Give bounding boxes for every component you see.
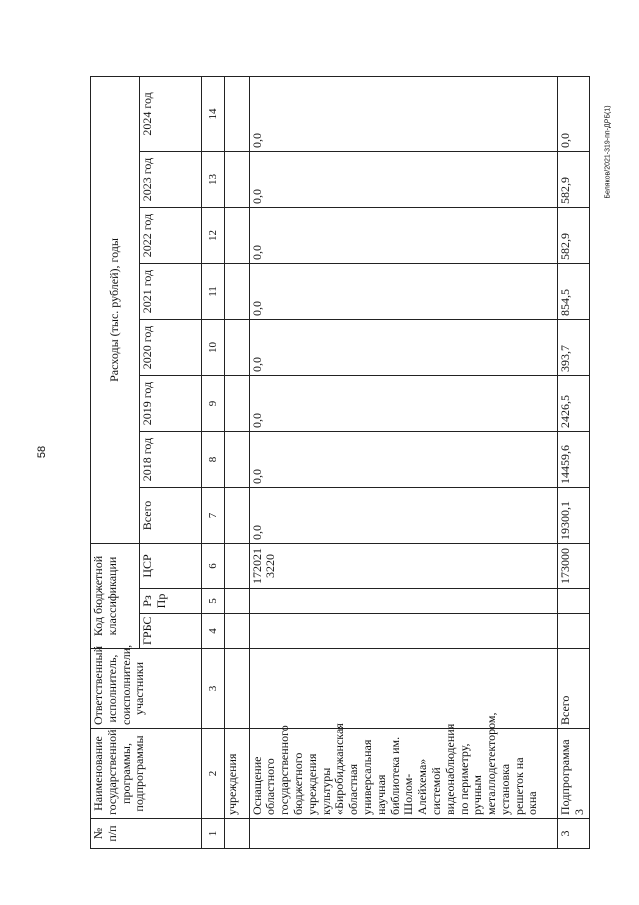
table-row-item bbox=[249, 76, 558, 848]
row-item-value: 0,0 bbox=[249, 264, 558, 320]
row-item-value: 0,0 bbox=[249, 208, 558, 264]
row-sub-value: 0,0 bbox=[558, 76, 590, 151]
row-item-value: 0,0 bbox=[249, 376, 558, 432]
header-grbs: ГРБС bbox=[140, 614, 202, 649]
row-sub-value: 14459,6 bbox=[558, 432, 590, 488]
col-number: 8 bbox=[202, 432, 225, 488]
header-expenses-group: Расходы (тыс. рублей), годы bbox=[91, 76, 140, 543]
row-item-value: 0,0 bbox=[249, 432, 558, 488]
row-cont-name: учреждения bbox=[224, 729, 249, 819]
header-2018: 2018 год bbox=[140, 432, 202, 488]
header-num: № п/п bbox=[91, 819, 202, 849]
row-sub-value: 2426,5 bbox=[558, 376, 590, 432]
row-sub-value: 582,9 bbox=[558, 208, 590, 264]
header-exec: Ответственный исполнитель, соисполнители, участники bbox=[91, 649, 202, 729]
header-2019: 2019 год bbox=[140, 376, 202, 432]
row-sub-value: 393,7 bbox=[558, 320, 590, 376]
col-number: 6 bbox=[202, 544, 225, 589]
row-sub-name: Подпрограмма 3 bbox=[558, 729, 590, 819]
expenses-table-rotated bbox=[90, 77, 590, 849]
row-item-csr: 172021 3220 bbox=[249, 544, 558, 589]
row-item-value: 0,0 bbox=[249, 320, 558, 376]
table-row-continued bbox=[224, 76, 249, 848]
header-name: Наименование государственной программы, подпрограммы bbox=[91, 729, 202, 819]
row-sub-value: 582,9 bbox=[558, 152, 590, 208]
col-number: 12 bbox=[202, 208, 225, 264]
col-number: 11 bbox=[202, 264, 225, 320]
header-code-group: Код бюджетной классификации bbox=[91, 544, 140, 649]
row-item-value: 0,0 bbox=[249, 152, 558, 208]
header-2021: 2021 год bbox=[140, 264, 202, 320]
row-sub-value: 854,5 bbox=[558, 264, 590, 320]
col-number: 10 bbox=[202, 320, 225, 376]
row-item-value: 0,0 bbox=[249, 488, 558, 544]
row-item-value: 0,0 bbox=[249, 76, 558, 151]
header-2023: 2023 год bbox=[140, 152, 202, 208]
col-number: 5 bbox=[202, 589, 225, 614]
table-row-subprogram bbox=[558, 76, 590, 848]
col-number: 3 bbox=[202, 649, 225, 729]
row-sub-csr: 173000 bbox=[558, 544, 590, 589]
col-number: 4 bbox=[202, 614, 225, 649]
column-numbers-row bbox=[202, 76, 225, 848]
header-csr: ЦСР bbox=[140, 544, 202, 589]
header-2024: 2024 год bbox=[140, 76, 202, 151]
header-total: Всего bbox=[140, 488, 202, 544]
page-number: 58 bbox=[36, 445, 48, 459]
col-number: 1 bbox=[202, 819, 225, 849]
col-number: 7 bbox=[202, 488, 225, 544]
row-sub-exec: Всего bbox=[558, 649, 590, 729]
header-rz-pr: Рз Пр bbox=[140, 589, 202, 614]
row-item-name: Оснащение областного государственного бюджетного учреждения культуры «Биробиджанская областная универсальная научная библиотека им. Шолом-Алейхема» системой видеонаблюдения по периметру, ручным металлодетектором, установка решеток на окна bbox=[249, 729, 558, 819]
expenses-table bbox=[90, 76, 590, 849]
header-2022: 2022 год bbox=[140, 208, 202, 264]
col-number: 14 bbox=[202, 76, 225, 151]
col-number: 2 bbox=[202, 729, 225, 819]
header-2020: 2020 год bbox=[140, 320, 202, 376]
col-number: 13 bbox=[202, 152, 225, 208]
row-sub-value: 19300,1 bbox=[558, 488, 590, 544]
row-sub-num: 3 bbox=[558, 819, 590, 849]
footer-code: Беляков/2021-319-пп-ДРБ(1) bbox=[604, 105, 612, 199]
col-number: 9 bbox=[202, 376, 225, 432]
